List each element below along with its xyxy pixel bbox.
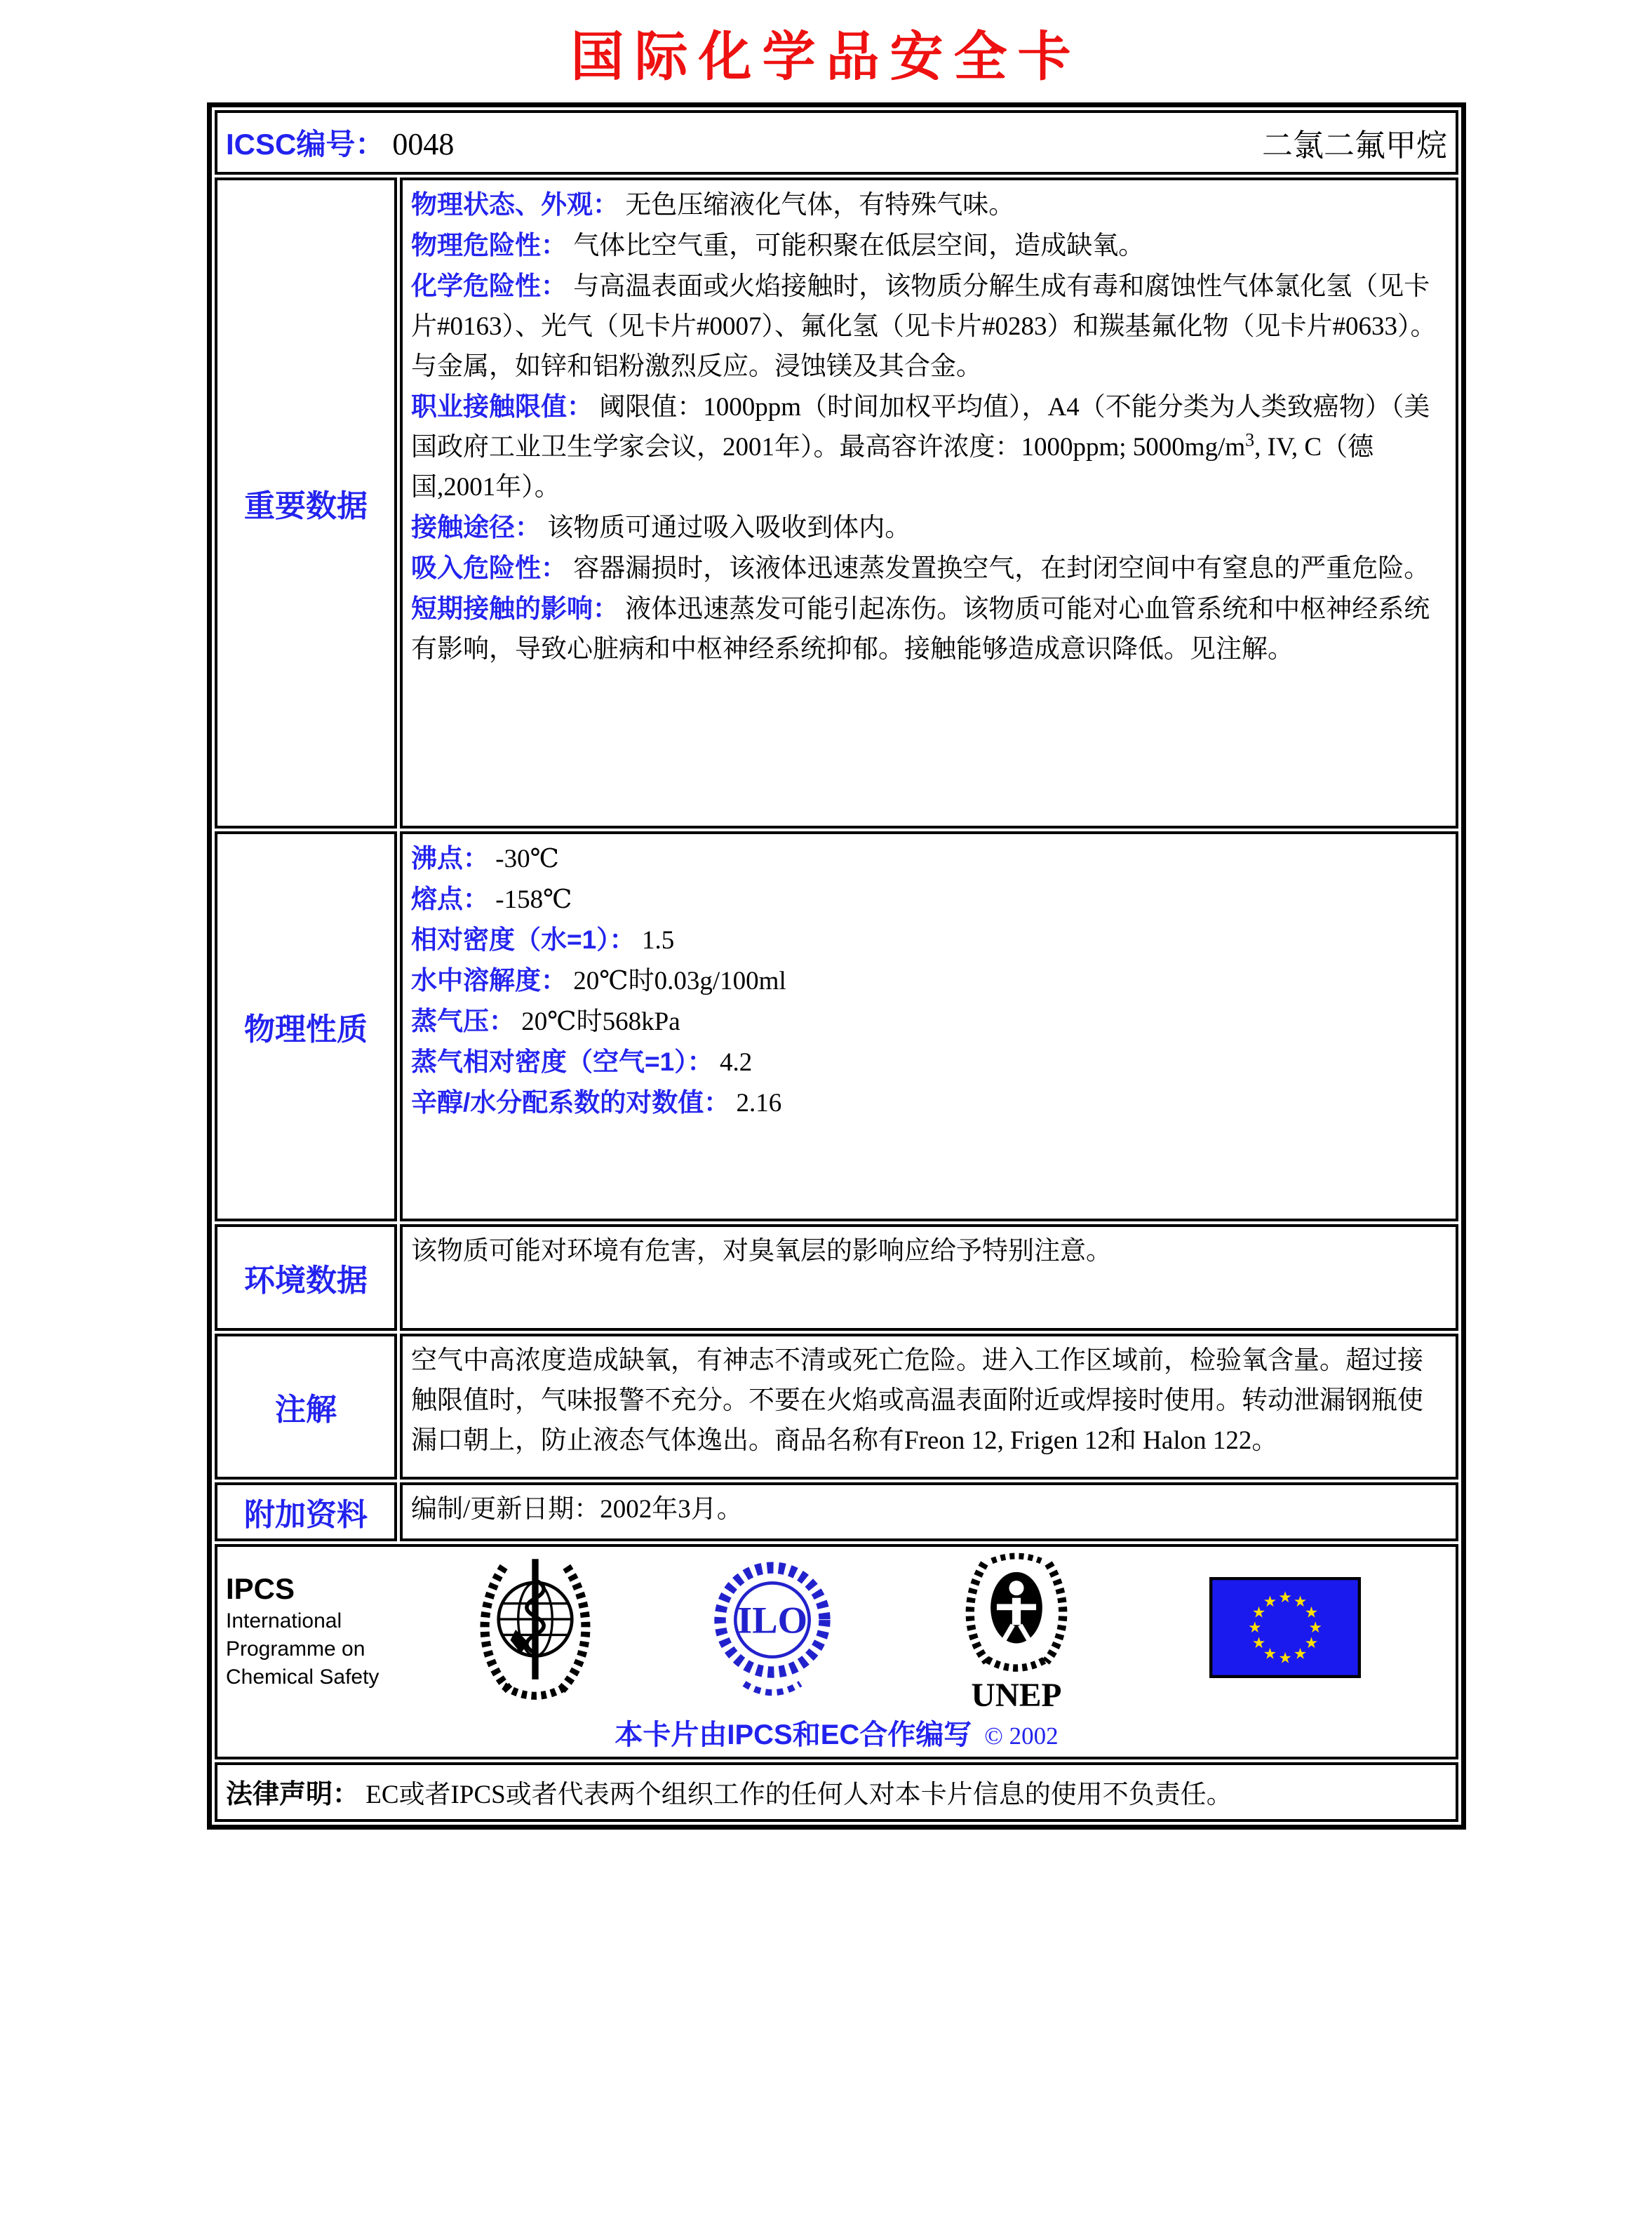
svg-text:★: ★ [1304, 1604, 1319, 1622]
prop-value: -158℃ [495, 885, 572, 914]
prop-value: 2.16 [736, 1089, 782, 1118]
legal-text: EC或者IPCS或者代表两个组织工作的任何人对本卡片信息的使用不负责任。 [365, 1781, 1233, 1809]
icsc-number-group [226, 121, 454, 163]
physical-properties-row [215, 831, 1458, 1221]
section-title-physical: 物理性质 [215, 831, 397, 1221]
field-physical-state [411, 185, 1447, 225]
environment-text: 该物质可能对环境有危害，对臭氧层的影响应给予特别注意。 [411, 1237, 1112, 1266]
field-text: 容器漏损时，该液体迅速蒸发置换空气，在封闭空间中有窒息的严重危险。 [573, 554, 1430, 583]
page-title: 国际化学品安全卡 [570, 25, 1082, 88]
notes-content [400, 1334, 1458, 1480]
prop-log-pow [411, 1082, 1447, 1123]
field-label: 吸入危险性： [411, 554, 567, 582]
prop-water-solubility [411, 960, 1447, 1001]
unep-logo-letters: UNEP [971, 1677, 1062, 1711]
field-label: 职业接触限值： [411, 392, 593, 421]
field-short-term-effects [411, 589, 1447, 669]
prop-value: 20℃时0.03g/100ml [573, 967, 786, 995]
prop-value: 4.2 [719, 1048, 753, 1077]
prop-melting-point [411, 879, 1447, 920]
ipcs-line: International [226, 1609, 342, 1632]
svg-text:★: ★ [1251, 1604, 1266, 1622]
section-title-important: 重要数据 [215, 177, 397, 829]
svg-text:★: ★ [1304, 1634, 1319, 1652]
prop-label: 蒸气压： [411, 1007, 515, 1035]
legal-label: 法律声明： [226, 1780, 360, 1809]
ipcs-text-block [226, 1551, 415, 1691]
field-text: 该物质可通过吸入吸收到体内。 [547, 514, 911, 542]
field-label: 物理状态、外观： [411, 190, 619, 219]
icsc-number-value: 0048 [392, 127, 455, 161]
legal-row [215, 1762, 1458, 1822]
svg-text:★: ★ [1308, 1619, 1322, 1637]
ilo-logo-icon [707, 1551, 838, 1704]
prop-vapor-pressure [411, 1001, 1447, 1042]
ipcs-line: Chemical Safety [226, 1665, 380, 1689]
field-text: 阈限值：1000ppm（时间加权平均值），A4（不能分类为人类致癌物）（美国政府工业卫生学家会议，2001年）。最高容许浓度：1000ppm; 5000mg/m [411, 393, 1430, 462]
field-label: 短期接触的影响： [411, 594, 619, 623]
important-data-row [215, 177, 1458, 829]
notes-text: 空气中高浓度造成缺氧，有神志不清或死亡危险。进入工作区域前，检验氧含量。超过接触限值时，气味报警不充分。不要在火焰或高温表面附近或焊接时使用。转动泄漏钢瓶使漏口朝上，防止液态气体逸出。商品名称有Freon 12, Frigen 12和 Halon 122。 [411, 1346, 1423, 1455]
section-title-additional: 附加资料 [215, 1482, 397, 1541]
field-occupational-limits [411, 387, 1447, 507]
prop-value: 1.5 [641, 926, 675, 955]
environmental-data-row [215, 1224, 1458, 1331]
logos-cell [215, 1544, 1458, 1759]
safety-card-table [207, 102, 1466, 1830]
svg-text:★: ★ [1278, 1589, 1292, 1607]
svg-text:★: ★ [1293, 1645, 1308, 1663]
prop-label: 水中溶解度： [411, 966, 567, 995]
notes-row [215, 1334, 1458, 1480]
chemical-name: 二氯二氟甲烷 [1262, 128, 1447, 163]
field-text: 液体迅速蒸发可能引起冻伤。该物质可能对心血管系统和中枢神经系统有影响，导致心脏病和中枢神经系统抑郁。接触能够造成意识降低。见注解。 [411, 595, 1430, 664]
icsc-number-label: ICSC编号： [226, 128, 385, 161]
svg-text:★: ★ [1263, 1645, 1277, 1663]
prop-label: 相对密度（水=1）： [411, 925, 636, 954]
field-label: 物理危险性： [411, 231, 567, 260]
important-data-content [400, 177, 1458, 829]
field-exposure-routes [411, 507, 1447, 548]
prop-label: 沸点： [411, 844, 489, 873]
logos-row [215, 1544, 1458, 1759]
svg-text:★: ★ [1293, 1592, 1308, 1611]
header-row [215, 110, 1458, 175]
ipcs-acronym: IPCS [226, 1572, 295, 1605]
ilo-logo-letters: ILO [737, 1598, 807, 1642]
ipcs-line: Programme on [226, 1637, 365, 1661]
physical-properties-content [400, 831, 1458, 1221]
svg-text:★: ★ [1263, 1592, 1277, 1611]
prop-label: 蒸气相对密度（空气=1）： [411, 1047, 713, 1076]
who-logo-icon [469, 1551, 602, 1708]
legal-cell [215, 1762, 1458, 1822]
field-physical-danger [411, 225, 1447, 266]
prop-label: 辛醇/水分配系数的对数值： [411, 1088, 730, 1117]
svg-text:★: ★ [1248, 1619, 1262, 1637]
svg-text:★: ★ [1278, 1649, 1292, 1668]
field-label: 接触途径： [411, 513, 541, 542]
additional-info-content [400, 1482, 1458, 1541]
field-inhalation-risk [411, 548, 1447, 589]
field-label: 化学危险性： [411, 271, 567, 300]
field-text-cont: , IV, C（德国,2001年）。 [411, 433, 1374, 502]
prop-label: 熔点： [411, 885, 489, 913]
prop-vapor-density [411, 1042, 1447, 1082]
unep-logo-icon [953, 1551, 1080, 1711]
prop-relative-density [411, 920, 1447, 960]
header-cell [215, 110, 1458, 175]
field-chemical-danger [411, 266, 1447, 387]
field-text: 与高温表面或火焰接触时，该物质分解生成有毒和腐蚀性气体氯化氢（见卡片#0163）、光气（见卡片#0007）、氟化氢（见卡片#0283）和羰基氟化物（见卡片#0633）。与金属，如锌和铝粉激烈反应。浸蚀镁及其合金。 [411, 272, 1437, 381]
section-title-notes: 注解 [215, 1334, 397, 1480]
prop-value: 20℃时568kPa [521, 1007, 680, 1036]
svg-text:★: ★ [1251, 1634, 1266, 1652]
additional-text: 编制/更新日期：2002年3月。 [411, 1495, 743, 1524]
field-text: 气体比空气重，可能积聚在低层空间，造成缺氧。 [573, 232, 1145, 260]
prop-boiling-point [411, 838, 1447, 879]
additional-info-row [215, 1482, 1458, 1541]
environmental-data-content [400, 1224, 1458, 1331]
copyright-text: © 2002 [984, 1722, 1059, 1750]
field-text: 无色压缩液化气体，有特殊气味。 [625, 191, 1015, 220]
cooperation-caption [226, 1712, 1447, 1752]
eu-flag-icon [1209, 1576, 1361, 1679]
superscript-3: 3 [1245, 429, 1255, 450]
prop-value: -30℃ [495, 845, 559, 873]
caption-text: 本卡片由IPCS和EC合作编写 [615, 1719, 972, 1750]
section-title-environment: 环境数据 [215, 1224, 397, 1331]
